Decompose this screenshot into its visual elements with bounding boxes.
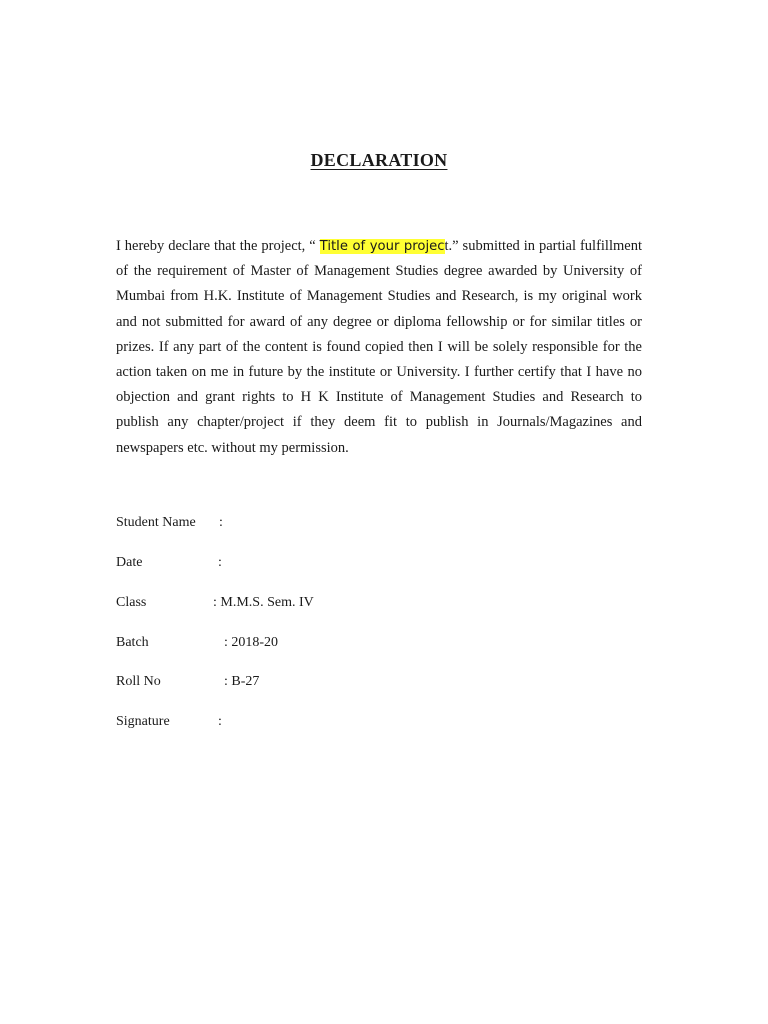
field-batch xyxy=(116,635,616,659)
field-label: Date xyxy=(116,555,143,570)
paragraph-rest: t.” submitted in partial fulfillment of the requirement of Master of Management Studies degree awarded by University of Mumbai from H.K. Institute of Management Studies and Research, is my original work and not submitted for award of any degree or diploma fellowship or for similar titles or prizes. If any part of the content is found copied then I will be solely responsible for the action taken on me in future by the institute or University. I further certify that I have no objection and grant rights to H K Institute of Management Studies and Research to publish any chapter/project if they deem fit to publish in Journals/Magazines and newspapers etc. without my permission. xyxy=(116,238,642,456)
field-value: : B-27 xyxy=(224,674,260,689)
declaration-paragraph xyxy=(116,234,642,461)
field-date xyxy=(116,555,616,579)
field-student-name xyxy=(116,515,616,539)
field-value: : 2018-20 xyxy=(224,635,279,650)
field-roll-no xyxy=(116,674,616,698)
field-label: Signature xyxy=(116,714,170,729)
paragraph-start: I hereby declare that the project, “ xyxy=(116,238,320,254)
highlighted-project-title: Title of your projec xyxy=(319,239,445,254)
field-label: Roll No xyxy=(116,674,161,689)
declaration-heading: DECLARATION xyxy=(310,150,448,170)
field-value: : M.M.S. Sem. IV xyxy=(213,595,314,610)
page-title xyxy=(0,150,758,171)
field-label: Batch xyxy=(116,635,149,650)
field-class xyxy=(116,595,616,619)
field-label: Class xyxy=(116,595,147,610)
field-value: : xyxy=(219,515,223,530)
field-value: : xyxy=(218,714,222,729)
field-label: Student Name xyxy=(116,515,196,530)
field-signature xyxy=(116,714,616,738)
field-value: : xyxy=(218,555,222,570)
